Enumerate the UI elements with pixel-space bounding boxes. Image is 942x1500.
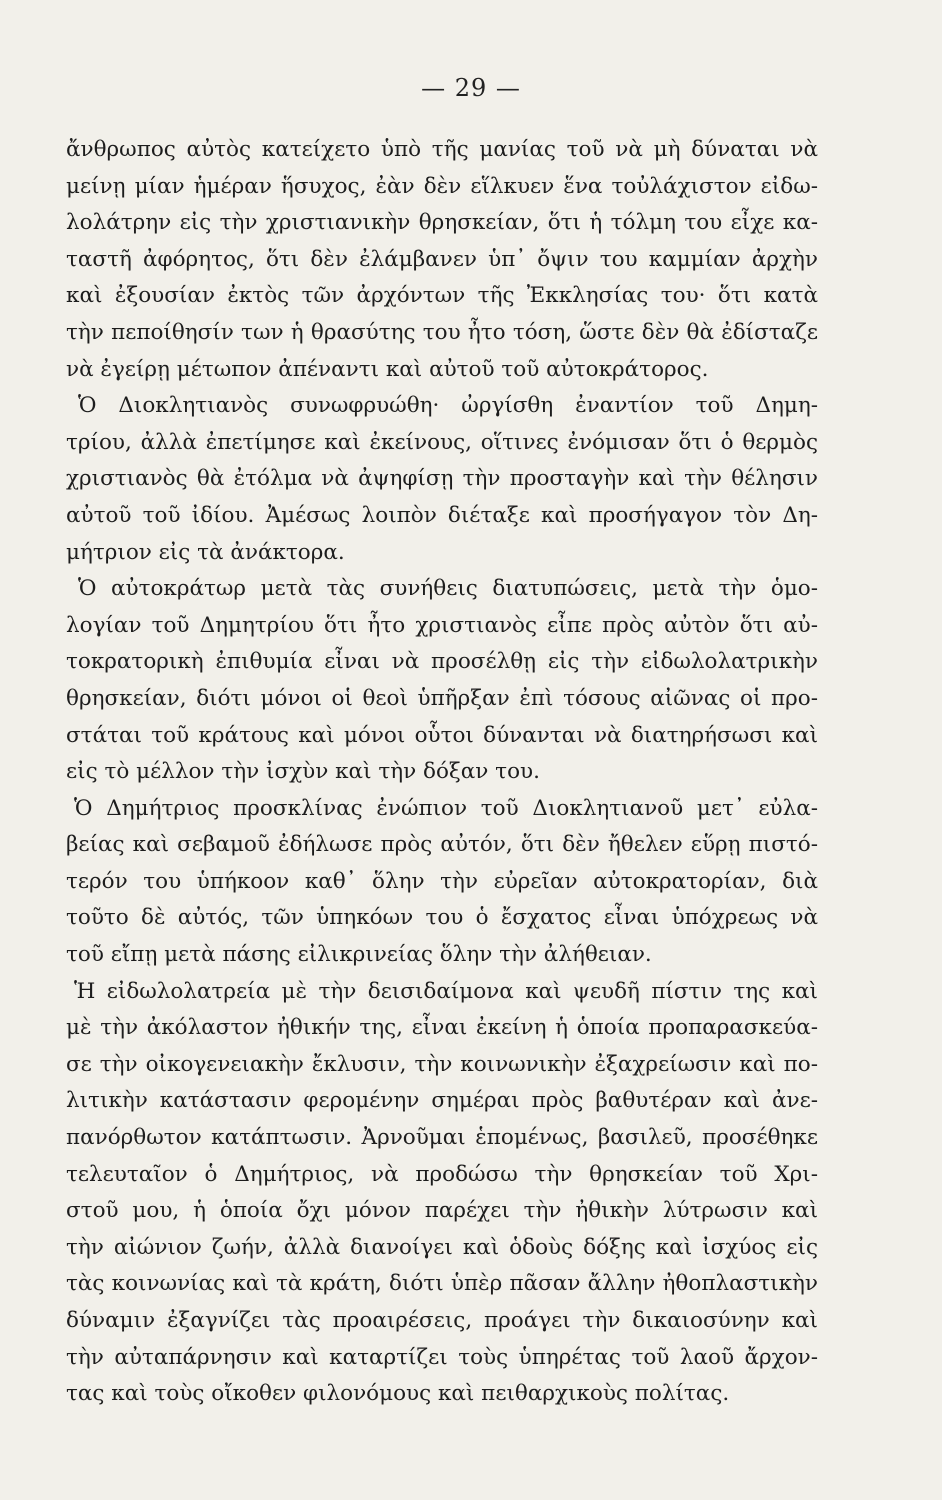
text-line: σε τὴν οἰκογενειακὴν ἔκλυσιν, τὴν κοινωνικὴν ἐξαχρείωσιν καὶ πο-: [66, 1051, 818, 1077]
text-line: νὰ ἐγείρῃ μέτωπον ἀπέναντι καὶ αὐτοῦ τοῦ αὐτοκράτορος.: [66, 356, 709, 382]
text-line: δύναμιν ἐξαγνίζει τὰς προαιρέσεις, προάγει τὴν δικαιοσύνην καὶ: [66, 1308, 818, 1333]
text-line: Ὁ Δημήτριος προσκλίνας ἐνώπιον τοῦ Διοκλητιανοῦ μετ᾿ εὐλα-: [74, 795, 818, 821]
text-line: τοῦ εἴπῃ μετὰ πάσης εἰλικρινείας ὅλην τὴν ἀλήθειαν.: [66, 942, 652, 968]
text-line: αὐτοῦ τοῦ ἰδίου. Ἀμέσως λοιπὸν διέταξε καὶ προσήγαγον τὸν Δη-: [66, 502, 818, 528]
text-line: ἄνθρωπος αὐτὸς κατείχετο ὑπὸ τῆς μανίας τοῦ νὰ μὴ δύναται νὰ: [66, 137, 818, 162]
text-line: Ὁ Διοκλητιανὸς συνωφρυώθη· ὠργίσθη ἐναντίον τοῦ Δημη-: [78, 393, 818, 419]
text-line: βείας καὶ σεβαμοῦ ἐδήλωσε πρὸς αὐτόν, ὅτι δὲν ἤθελεν εὕρῃ πιστό-: [66, 832, 818, 858]
text-line: εἰς τὸ μέλλον τὴν ἰσχὺν καὶ τὴν δόξαν του.: [66, 759, 540, 785]
text-line: μὲ τὴν ἀκόλαστον ἠθικήν της, εἶναι ἐκείνη ἡ ὁποία προπαρασκεύα-: [66, 1015, 818, 1041]
text-line: καὶ ἐξουσίαν ἐκτὸς τῶν ἀρχόντων τῆς Ἐκκλησίας του· ὅτι κατὰ: [66, 283, 818, 309]
text-line: τὰς κοινωνίας καὶ τὰ κράτη, διότι ὑπὲρ πᾶσαν ἄλλην ἠθοπλαστικὴν: [66, 1271, 818, 1297]
text-line: Ἡ εἰδωλολατρεία μὲ τὴν δεισιδαίμονα καὶ ψευδῆ πίστιν της καὶ: [74, 978, 818, 1004]
text-line: τελευταῖον ὁ Δημήτριος, νὰ προδώσω τὴν θρησκείαν τοῦ Χρι-: [66, 1161, 818, 1187]
text-line: λογίαν τοῦ Δημητρίου ὅτι ἦτο χριστιανὸς εἶπε πρὸς αὐτὸν ὅτι αὐ-: [66, 612, 818, 638]
text-line: χριστιανὸς θὰ ἐτόλμα νὰ ἀψηφίσῃ τὴν προσταγὴν καὶ τὴν θέλησιν: [66, 466, 818, 492]
page-number: — 29 —: [421, 74, 521, 102]
text-line: μείνῃ μίαν ἡμέραν ἥσυχος, ἐὰν δὲν εἵλκυεν ἕνα τοὐλάχιστον εἰδω-: [66, 173, 818, 199]
text-line: ταστῆ ἀφόρητος, ὅτι δὲν ἐλάμβανεν ὑπ᾿ ὄψιν του καμμίαν ἀρχὴν: [66, 246, 818, 272]
text-line: θρησκείαν, διότι μόνοι οἱ θεοὶ ὑπῆρξαν ἐπὶ τόσους αἰῶνας οἱ προ-: [66, 685, 818, 711]
text-line: Ὁ αὐτοκράτωρ μετὰ τὰς συνήθεις διατυπώσεις, μετὰ τὴν ὁμο-: [78, 576, 818, 602]
text-line: λιτικὴν κατάστασιν φερομένην σημέραι πρὸς βαθυτέραν καὶ ἀνε-: [66, 1088, 818, 1114]
text-line: τερόν του ὑπήκοον καθ᾿ ὅλην τὴν εὐρεῖαν αὐτοκρατορίαν, διὰ: [66, 868, 818, 894]
text-line: πανόρθωτον κατάπτωσιν. Ἀρνοῦμαι ἑπομένως, βασιλεῦ, προσέθηκε: [66, 1125, 818, 1151]
text-line: μήτριον εἰς τὰ ἀνάκτορα.: [66, 539, 345, 565]
text-line: τὴν αὐταπάρνησιν καὶ καταρτίζει τοὺς ὑπηρέτας τοῦ λαοῦ ἄρχον-: [66, 1344, 818, 1370]
text-line: τοῦτο δὲ αὐτός, τῶν ὑπηκόων του ὁ ἔσχατος εἶναι ὑπόχρεως νὰ: [66, 905, 818, 931]
body-text: [66, 132, 818, 1413]
text-line: τὴν πεποίθησίν των ἡ θρασύτης του ἦτο τόση, ὥστε δὲν θὰ ἐδίσταζε: [66, 319, 818, 345]
text-line: τρίου, ἀλλὰ ἐπετίμησε καὶ ἐκείνους, οἵτινες ἐνόμισαν ὅτι ὁ θερμὸς: [66, 429, 818, 455]
text-line: τὴν αἰώνιον ζωήν, ἀλλὰ διανοίγει καὶ ὁδοὺς δόξης καὶ ἰσχύος εἰς: [66, 1234, 818, 1260]
text-line: λολάτρην εἰς τὴν χριστιανικὴν θρησκείαν, ὅτι ἡ τόλμη του εἶχε κα-: [66, 210, 818, 236]
text-line: στάται τοῦ κράτους καὶ μόνοι οὗτοι δύνανται νὰ διατηρήσωσι καὶ: [66, 722, 818, 748]
text-line: στοῦ μου, ἡ ὁποία ὄχι μόνον παρέχει τὴν ἠθικὴν λύτρωσιν καὶ: [66, 1198, 818, 1224]
text-line: τας καὶ τοὺς οἴκοθεν φιλονόμους καὶ πειθαρχικοὺς πολίτας.: [66, 1381, 730, 1407]
text-line: τοκρατορικὴ ἐπιθυμία εἶναι νὰ προσέλθῃ εἰς τὴν εἰδωλολατρικὴν: [66, 649, 818, 675]
